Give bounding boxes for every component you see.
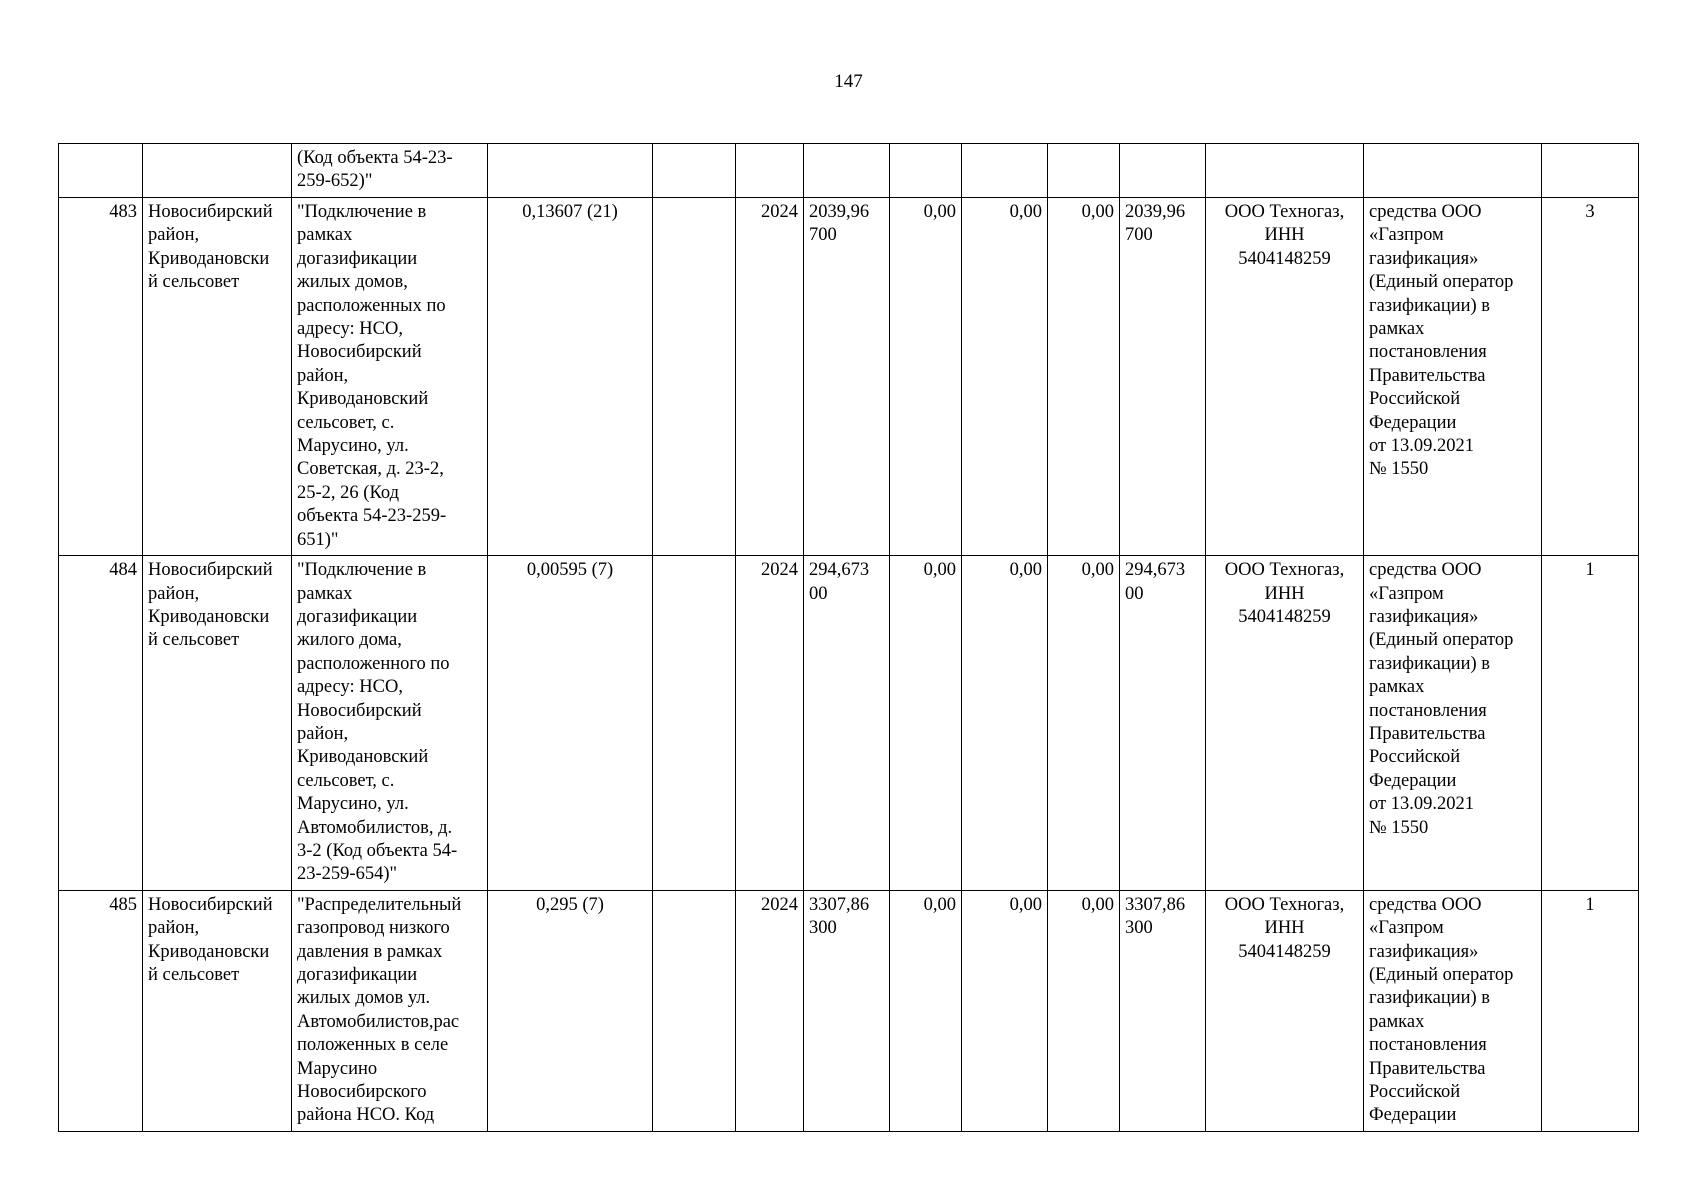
table-row-continuation	[59, 144, 1639, 198]
cell-total: 2039,96 700	[1120, 198, 1206, 556]
cell-length: 0,295 (7)	[488, 890, 653, 1131]
cell-v2	[962, 144, 1048, 198]
cell-funding-source: средства ООО «Газпром газификация» (Единый оператор газификации) в рамках постановления Правительства Российской Федерации от 13.09.2021 № 1550	[1364, 556, 1542, 891]
cell-num: 483	[59, 198, 143, 556]
cell-funding-source: средства ООО «Газпром газификация» (Единый оператор газификации) в рамках постановления Правительства Российской Федерации от 13.09.2021 № 1550	[1364, 198, 1542, 556]
cell-v2: 0,00	[962, 556, 1048, 891]
cell-v2: 0,00	[962, 890, 1048, 1131]
cell-empty	[653, 556, 736, 891]
cell-district: Новосибирский район, Криводановски й сельсовет	[143, 198, 292, 556]
cell-cost: 2039,96 700	[804, 198, 890, 556]
cell-count	[1542, 144, 1639, 198]
cell-empty	[653, 198, 736, 556]
cell-year: 2024	[736, 556, 804, 891]
cell-count: 1	[1542, 556, 1639, 891]
cell-total: 3307,86 300	[1120, 890, 1206, 1131]
cell-executor: ООО Техногаз, ИНН 5404148259	[1206, 890, 1364, 1131]
cell-v1: 0,00	[890, 198, 962, 556]
cell-executor: ООО Техногаз, ИНН 5404148259	[1206, 198, 1364, 556]
table-row	[59, 198, 1639, 556]
cell-cost: 3307,86 300	[804, 890, 890, 1131]
cell-v1: 0,00	[890, 890, 962, 1131]
cell-length: 0,13607 (21)	[488, 198, 653, 556]
cell-v1	[890, 144, 962, 198]
cell-funding-source: средства ООО «Газпром газификация» (Единый оператор газификации) в рамках постановления Правительства Российской Федерации	[1364, 890, 1542, 1131]
cell-v3: 0,00	[1048, 890, 1120, 1131]
cell-count: 1	[1542, 890, 1639, 1131]
cell-object-name: (Код объекта 54-23- 259-652)"	[292, 144, 488, 198]
cell-empty	[653, 144, 736, 198]
cell-total	[1120, 144, 1206, 198]
cell-num	[59, 144, 143, 198]
cell-empty	[653, 890, 736, 1131]
cell-v3	[1048, 144, 1120, 198]
cell-executor	[1206, 144, 1364, 198]
cell-cost: 294,673 00	[804, 556, 890, 891]
page-number: 147	[834, 71, 863, 92]
cell-count: 3	[1542, 198, 1639, 556]
cell-year: 2024	[736, 198, 804, 556]
cell-length: 0,00595 (7)	[488, 556, 653, 891]
cell-object-name: "Подключение в рамках догазификации жилых домов, расположенных по адресу: НСО, Новосибирский район, Криводановский сельсовет, с. Марусино, ул. Советская, д. 23-2, 25-2, 26 (Код объекта 54-23-259- 651)"	[292, 198, 488, 556]
cell-v3: 0,00	[1048, 556, 1120, 891]
table-row	[59, 890, 1639, 1131]
cell-object-name: "Распределительный газопровод низкого давления в рамках догазификации жилых домов ул. Автомобилистов,рас положенных в селе Марусино Новосибирского района НСО. Код	[292, 890, 488, 1131]
cell-object-name: "Подключение в рамках догазификации жилого дома, расположенного по адресу: НСО, Новосибирский район, Криводановский сельсовет, с. Марусино, ул. Автомобилистов, д. 3-2 (Код объекта 54- 23-259-654)"	[292, 556, 488, 891]
object-table	[58, 143, 1639, 1132]
cell-v2: 0,00	[962, 198, 1048, 556]
cell-funding-source	[1364, 144, 1542, 198]
cell-cost	[804, 144, 890, 198]
cell-year: 2024	[736, 890, 804, 1131]
cell-executor: ООО Техногаз, ИНН 5404148259	[1206, 556, 1364, 891]
cell-total: 294,673 00	[1120, 556, 1206, 891]
cell-num: 484	[59, 556, 143, 891]
cell-year	[736, 144, 804, 198]
cell-num: 485	[59, 890, 143, 1131]
cell-district: Новосибирский район, Криводановски й сельсовет	[143, 556, 292, 891]
table-row	[59, 556, 1639, 891]
cell-length	[488, 144, 653, 198]
cell-v3: 0,00	[1048, 198, 1120, 556]
cell-district: Новосибирский район, Криводановски й сельсовет	[143, 890, 292, 1131]
cell-v1: 0,00	[890, 556, 962, 891]
cell-district	[143, 144, 292, 198]
